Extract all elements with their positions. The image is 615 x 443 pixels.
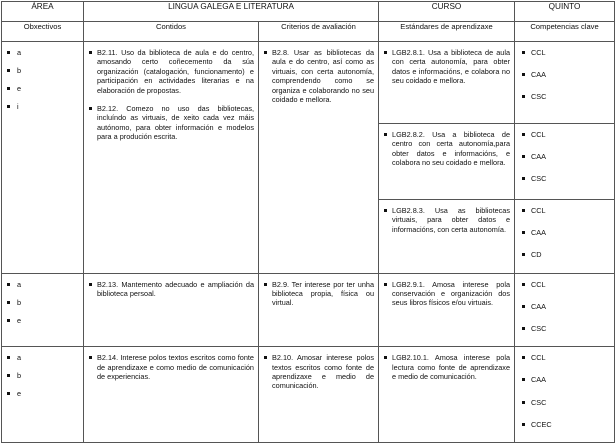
bullet-icon <box>7 301 10 304</box>
bullet-icon <box>7 319 10 322</box>
objectives-cell <box>2 273 84 347</box>
column-header-objectives: Obxectivos <box>2 22 84 42</box>
bullet-icon <box>264 51 267 54</box>
bullet-icon <box>264 283 267 286</box>
list-item <box>515 228 614 237</box>
content-item <box>84 42 258 95</box>
bullet-icon <box>522 283 525 286</box>
objective-code: a <box>17 279 22 289</box>
objectives-list <box>2 347 83 398</box>
list-item <box>515 92 614 101</box>
competences-list <box>515 200 614 260</box>
header-row <box>2 2 615 22</box>
objective-code: a <box>17 48 22 57</box>
curriculum-table <box>1 1 615 443</box>
list-item <box>2 84 83 93</box>
objective-code: b <box>17 66 22 75</box>
criterion-item <box>259 42 378 104</box>
competence-code: CAA <box>531 228 547 238</box>
list-item <box>515 324 614 333</box>
objectives-cell <box>2 347 84 443</box>
competence-code: CAA <box>531 301 547 311</box>
bullet-icon <box>384 51 387 54</box>
list-item <box>2 280 83 289</box>
bullet-icon <box>522 73 525 76</box>
bullet-icon <box>522 177 525 180</box>
competences-list <box>515 124 614 184</box>
course-heading: CURSO <box>379 2 515 22</box>
bullet-icon <box>522 378 525 381</box>
standard-item <box>379 42 514 86</box>
list-item <box>2 66 83 75</box>
column-header-row <box>2 22 615 42</box>
bullet-icon <box>384 209 387 212</box>
competence-code: CAA <box>531 152 547 162</box>
list-item <box>2 389 83 398</box>
column-header-contents: Contidos <box>84 22 259 42</box>
competence-code: CAA <box>531 70 547 80</box>
competences-cell <box>515 200 615 274</box>
list-item <box>515 48 614 57</box>
competences-cell <box>515 273 615 347</box>
content-text: B2.12. Comezo no uso das bibliotecas, incluíndo as virtuais, de xeito cada vez máis autónomo, para obter información e modelos para a produción escrita. <box>97 104 254 142</box>
list-item <box>515 250 614 259</box>
content-text: B2.13. Mantemento adecuado e ampliación da biblioteca persoal. <box>97 279 254 299</box>
objective-code: e <box>17 315 22 325</box>
bullet-icon <box>522 51 525 54</box>
bullet-icon <box>89 107 92 110</box>
bullet-icon <box>384 283 387 286</box>
list-item <box>515 130 614 139</box>
content-item <box>84 95 258 142</box>
standard-text: LGB2.8.1. Usa a biblioteca de aula con certa autonomía, para obter datos e informacións, e colabora no seu coidado e mellora. <box>392 48 511 86</box>
list-item <box>2 102 83 111</box>
competence-code: CCL <box>531 353 546 363</box>
course-value: QUINTO <box>515 2 615 22</box>
competences-list <box>515 42 614 102</box>
table-body <box>2 42 615 443</box>
competence-code: CD <box>531 250 542 260</box>
objective-code: a <box>17 353 22 363</box>
competence-code: CCEC <box>531 419 552 429</box>
competences-cell <box>515 124 615 200</box>
list-item <box>2 298 83 307</box>
criteria-cell <box>259 42 379 274</box>
standard-cell <box>379 347 515 443</box>
contents-cell <box>84 273 259 347</box>
standard-cell <box>379 273 515 347</box>
standard-text: LGB2.8.2. Usa a biblioteca de centro con certa autonomía,para obter datos e informacións, e colabora no seu coidado e mellora. <box>392 130 511 168</box>
bullet-icon <box>7 69 10 72</box>
standard-cell <box>379 124 515 200</box>
table-row <box>2 347 615 443</box>
criterion-item <box>259 274 378 308</box>
objective-code: b <box>17 297 22 307</box>
contents-cell <box>84 347 259 443</box>
objectives-list <box>2 274 83 325</box>
bullet-icon <box>7 105 10 108</box>
list-item <box>515 398 614 407</box>
competence-code: CCL <box>531 130 546 139</box>
bullet-icon <box>384 356 387 359</box>
column-header-competences: Competencias clave <box>515 22 615 42</box>
bullet-icon <box>7 374 10 377</box>
bullet-icon <box>264 356 267 359</box>
list-item <box>2 353 83 362</box>
list-item <box>2 48 83 57</box>
bullet-icon <box>522 231 525 234</box>
list-item <box>515 375 614 384</box>
competences-cell <box>515 42 615 124</box>
objective-code: b <box>17 371 22 381</box>
competence-code: CSC <box>531 324 547 334</box>
column-header-standards: Estándares de aprendizaxe <box>379 22 515 42</box>
bullet-icon <box>7 51 10 54</box>
criteria-cell <box>259 273 379 347</box>
objective-code: i <box>17 102 19 111</box>
list-item <box>515 280 614 289</box>
bullet-icon <box>522 253 525 256</box>
bullet-icon <box>384 133 387 136</box>
area-heading: ÁREA <box>2 2 84 22</box>
bullet-icon <box>522 327 525 330</box>
standard-text: LGB2.10.1. Amosa interese pola lectura como fonte de aprendizaxe e medio de comunicación. <box>392 353 511 382</box>
bullet-icon <box>522 133 525 136</box>
list-item <box>515 70 614 79</box>
bullet-icon <box>522 95 525 98</box>
bullet-icon <box>522 209 525 212</box>
table-row <box>2 42 615 124</box>
list-item <box>2 371 83 380</box>
column-header-criteria: Criterios de avaliación <box>259 22 379 42</box>
competences-list <box>515 347 614 429</box>
bullet-icon <box>7 87 10 90</box>
list-item <box>515 152 614 161</box>
bullet-icon <box>89 51 92 54</box>
list-item <box>515 174 614 183</box>
bullet-icon <box>522 423 525 426</box>
competence-code: CSC <box>531 397 547 407</box>
bullet-icon <box>7 283 10 286</box>
criterion-text: B2.9. Ter interese por ter unha biblioteca propia, física ou virtual. <box>272 279 375 308</box>
standard-text: LGB2.9.1. Amosa interese pola conservación e organización dos seus libros físicos e/ou virtuais. <box>392 279 511 308</box>
competence-code: CCL <box>531 279 546 289</box>
objectives-list <box>2 42 83 111</box>
standard-item <box>379 200 514 234</box>
bullet-icon <box>89 356 92 359</box>
objective-code: e <box>17 389 22 399</box>
content-text: B2.14. Interese polos textos escritos como fonte de aprendizaxe e como medio de comunicación de experiencias. <box>97 353 254 382</box>
standard-item <box>379 274 514 308</box>
list-item <box>515 420 614 429</box>
standard-text: LGB2.8.3. Usa as bibliotecas virtuais, para obter datos e informacións, con certa autonomía. <box>392 206 511 234</box>
criterion-item <box>259 347 378 391</box>
criteria-cell <box>259 347 379 443</box>
competence-code: CSC <box>531 92 547 102</box>
bullet-icon <box>7 356 10 359</box>
list-item <box>2 316 83 325</box>
list-item <box>515 302 614 311</box>
list-item <box>515 206 614 215</box>
competences-cell <box>515 347 615 443</box>
bullet-icon <box>7 392 10 395</box>
criterion-text: B2.8. Usar as bibliotecas da aula e do centro, así como as virtuais, con certa autonomía, comprendendo como se organiza e colaborando no seu coidado e mellora. <box>272 48 375 105</box>
table-row <box>2 273 615 347</box>
objective-code: e <box>17 84 22 93</box>
competence-code: CCL <box>531 206 546 215</box>
standard-item <box>379 124 514 168</box>
criterion-text: B2.10. Amosar interese polos textos escritos como fonte de aprendizaxe e medio de comunicación. <box>272 353 375 391</box>
competence-code: CAA <box>531 375 547 385</box>
standard-item <box>379 347 514 381</box>
content-item <box>84 347 258 381</box>
competences-list <box>515 274 614 334</box>
content-item <box>84 274 258 299</box>
content-text: B2.11. Uso da biblioteca de aula e do centro, amosando certo coñecemento da súa organización (catalogación, funcionamento) e participación en actividades literarias e na elaboración de propostas. <box>97 48 254 95</box>
competence-code: CSC <box>531 174 547 184</box>
standard-cell <box>379 200 515 274</box>
objectives-cell <box>2 42 84 274</box>
list-item <box>515 353 614 362</box>
standard-cell <box>379 42 515 124</box>
bullet-icon <box>522 305 525 308</box>
bullet-icon <box>522 155 525 158</box>
bullet-icon <box>89 283 92 286</box>
contents-cell <box>84 42 259 274</box>
bullet-icon <box>522 356 525 359</box>
bullet-icon <box>522 401 525 404</box>
competence-code: CCL <box>531 48 546 57</box>
subject-heading: LINGUA GALEGA E LITERATURA <box>84 2 379 22</box>
